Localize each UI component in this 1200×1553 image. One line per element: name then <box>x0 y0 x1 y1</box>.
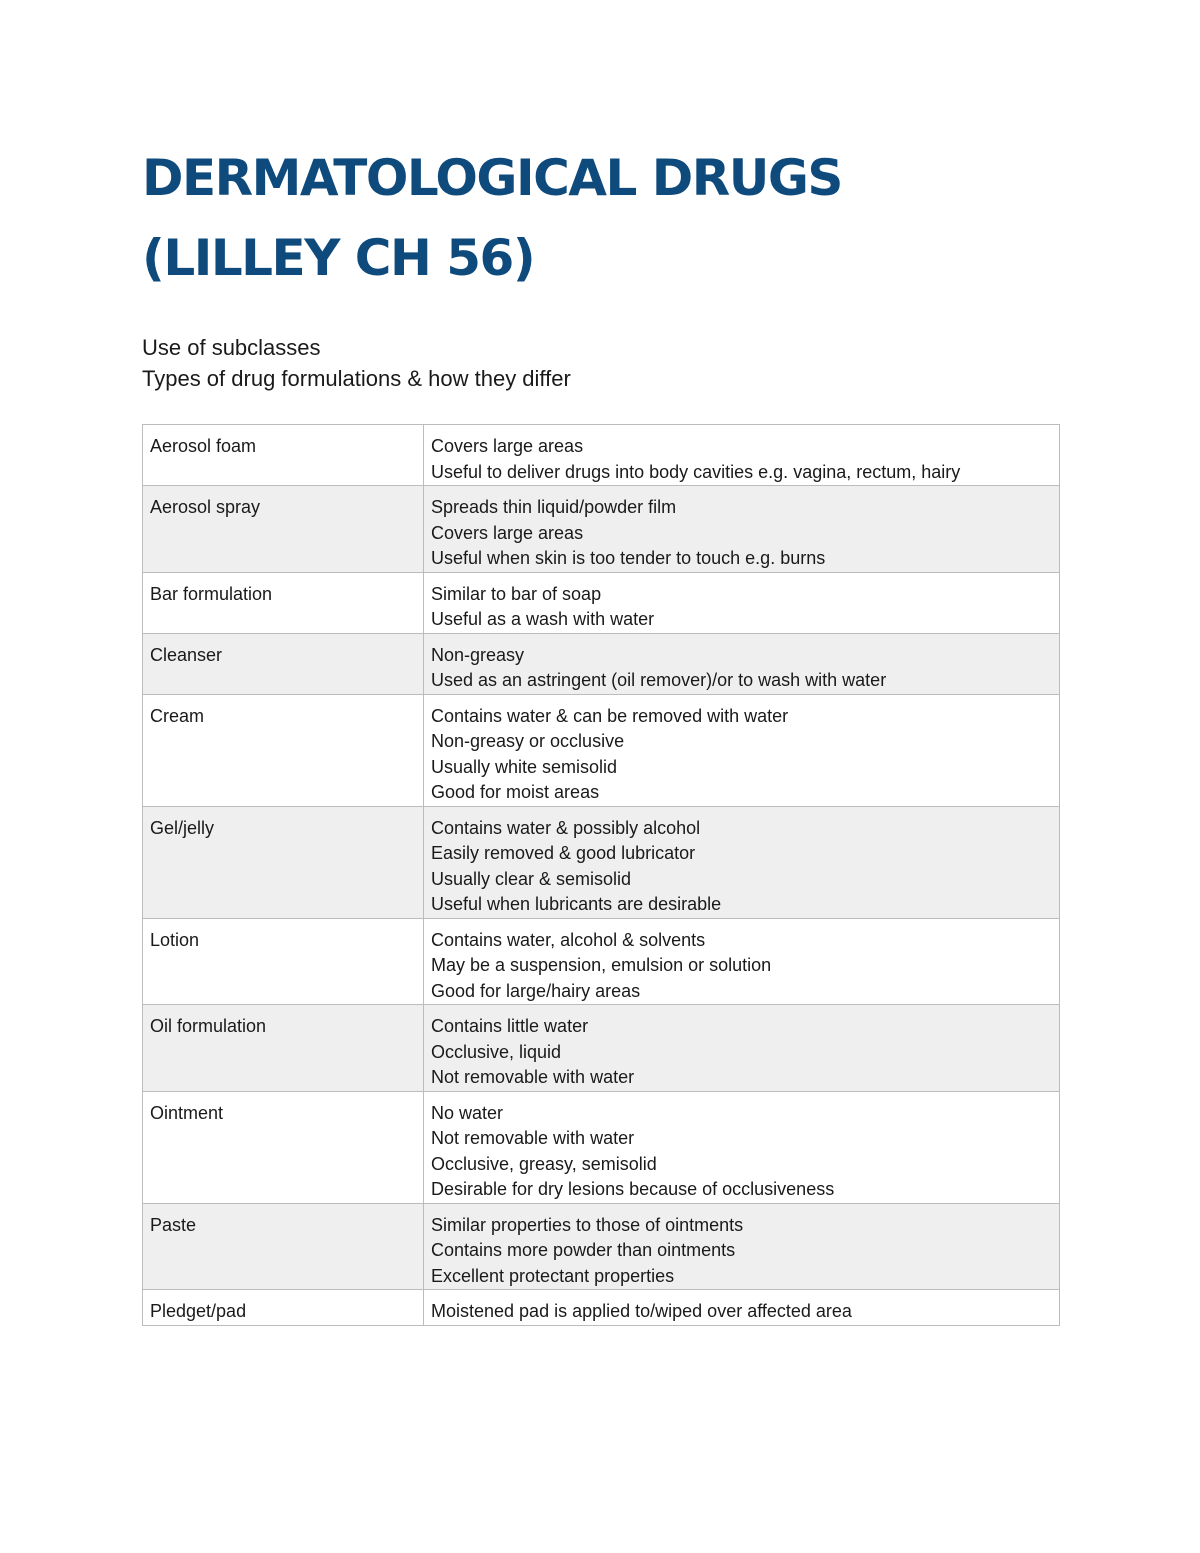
description-line: Non-greasy or occlusive <box>431 731 625 751</box>
title-line-1: DERMATOLOGICAL DRUGS <box>142 149 842 207</box>
description-line: Contains water & can be removed with water <box>431 705 789 726</box>
formulation-description-cell <box>424 486 1060 573</box>
formulation-description-cell <box>424 572 1060 633</box>
description-line: Not removable with water <box>431 1067 635 1087</box>
description-line: May be a suspension, emulsion or solution <box>431 955 772 975</box>
description-line: Covers large areas <box>431 436 584 456</box>
table-row <box>143 633 1060 694</box>
intro-line: Types of drug formulations & how they differ <box>142 366 571 391</box>
description-line: Good for moist areas <box>431 782 600 802</box>
document-page <box>142 150 1060 1326</box>
formulations-table-body <box>143 425 1060 1326</box>
formulation-term-cell: Bar formulation <box>143 572 424 633</box>
description-line: Non-greasy <box>431 644 525 665</box>
description-line: Similar properties to those of ointments <box>431 1214 744 1235</box>
description-line: No water <box>431 1102 504 1123</box>
formulation-description-cell <box>424 806 1060 918</box>
table-row <box>143 1290 1060 1326</box>
description-line: Easily removed & good lubricator <box>431 843 696 863</box>
formulation-term-cell: Paste <box>143 1203 424 1290</box>
table-row <box>143 486 1060 573</box>
formulation-description-cell <box>424 425 1060 486</box>
table-row <box>143 694 1060 806</box>
description-line: Useful when skin is too tender to touch e.g. burns <box>431 548 826 568</box>
formulation-term-cell: Cleanser <box>143 633 424 694</box>
formulation-term-cell: Aerosol foam <box>143 425 424 486</box>
description-line: Moistened pad is applied to/wiped over affected area <box>431 1301 852 1321</box>
description-line: Similar to bar of soap <box>431 583 602 604</box>
table-row <box>143 572 1060 633</box>
description-line: Usually clear & semisolid <box>431 868 632 889</box>
description-line: Contains water, alcohol & solvents <box>431 929 706 950</box>
intro-text <box>142 332 1060 394</box>
formulation-description-cell <box>424 1091 1060 1203</box>
formulations-table <box>142 424 1060 1326</box>
description-line: Useful as a wash with water <box>431 609 655 629</box>
description-line: Used as an astringent (oil remover)/or to wash with water <box>431 670 887 690</box>
formulation-description-cell <box>424 694 1060 806</box>
description-line: Not removable with water <box>431 1128 635 1148</box>
description-line: Excellent protectant properties <box>431 1265 675 1286</box>
description-line: Spreads thin liquid/powder film <box>431 497 677 517</box>
table-row <box>143 425 1060 486</box>
description-line: Useful to deliver drugs into body cavities e.g. vagina, rectum, hairy <box>431 461 961 482</box>
formulation-term-cell: Gel/jelly <box>143 806 424 918</box>
table-row <box>143 918 1060 1005</box>
description-line: Desirable for dry lesions because of occlusiveness <box>431 1179 835 1199</box>
title-line-2: (LILLEY CH 56) <box>142 229 535 287</box>
description-line: Useful when lubricants are desirable <box>431 894 722 914</box>
formulation-term-cell: Pledget/pad <box>143 1290 424 1326</box>
description-line: Occlusive, liquid <box>431 1041 562 1062</box>
description-line: Good for large/hairy areas <box>431 980 641 1001</box>
table-row <box>143 806 1060 918</box>
description-line: Contains more powder than ointments <box>431 1240 736 1260</box>
formulation-term-cell: Ointment <box>143 1091 424 1203</box>
formulation-term-cell: Oil formulation <box>143 1005 424 1092</box>
formulation-description-cell <box>424 918 1060 1005</box>
formulation-term-cell: Aerosol spray <box>143 486 424 573</box>
table-row <box>143 1203 1060 1290</box>
formulation-description-cell <box>424 1290 1060 1326</box>
description-line: Contains little water <box>431 1016 589 1036</box>
page-title <box>142 150 1060 286</box>
table-row <box>143 1091 1060 1203</box>
formulation-term-cell: Cream <box>143 694 424 806</box>
intro-line: Use of subclasses <box>142 335 321 360</box>
description-line: Covers large areas <box>431 522 584 543</box>
formulation-description-cell <box>424 1005 1060 1092</box>
description-line: Contains water & possibly alcohol <box>431 817 701 838</box>
formulation-term-cell: Lotion <box>143 918 424 1005</box>
description-line: Usually white semisolid <box>431 756 618 777</box>
formulation-description-cell <box>424 633 1060 694</box>
formulation-description-cell <box>424 1203 1060 1290</box>
table-row <box>143 1005 1060 1092</box>
description-line: Occlusive, greasy, semisolid <box>431 1153 657 1174</box>
